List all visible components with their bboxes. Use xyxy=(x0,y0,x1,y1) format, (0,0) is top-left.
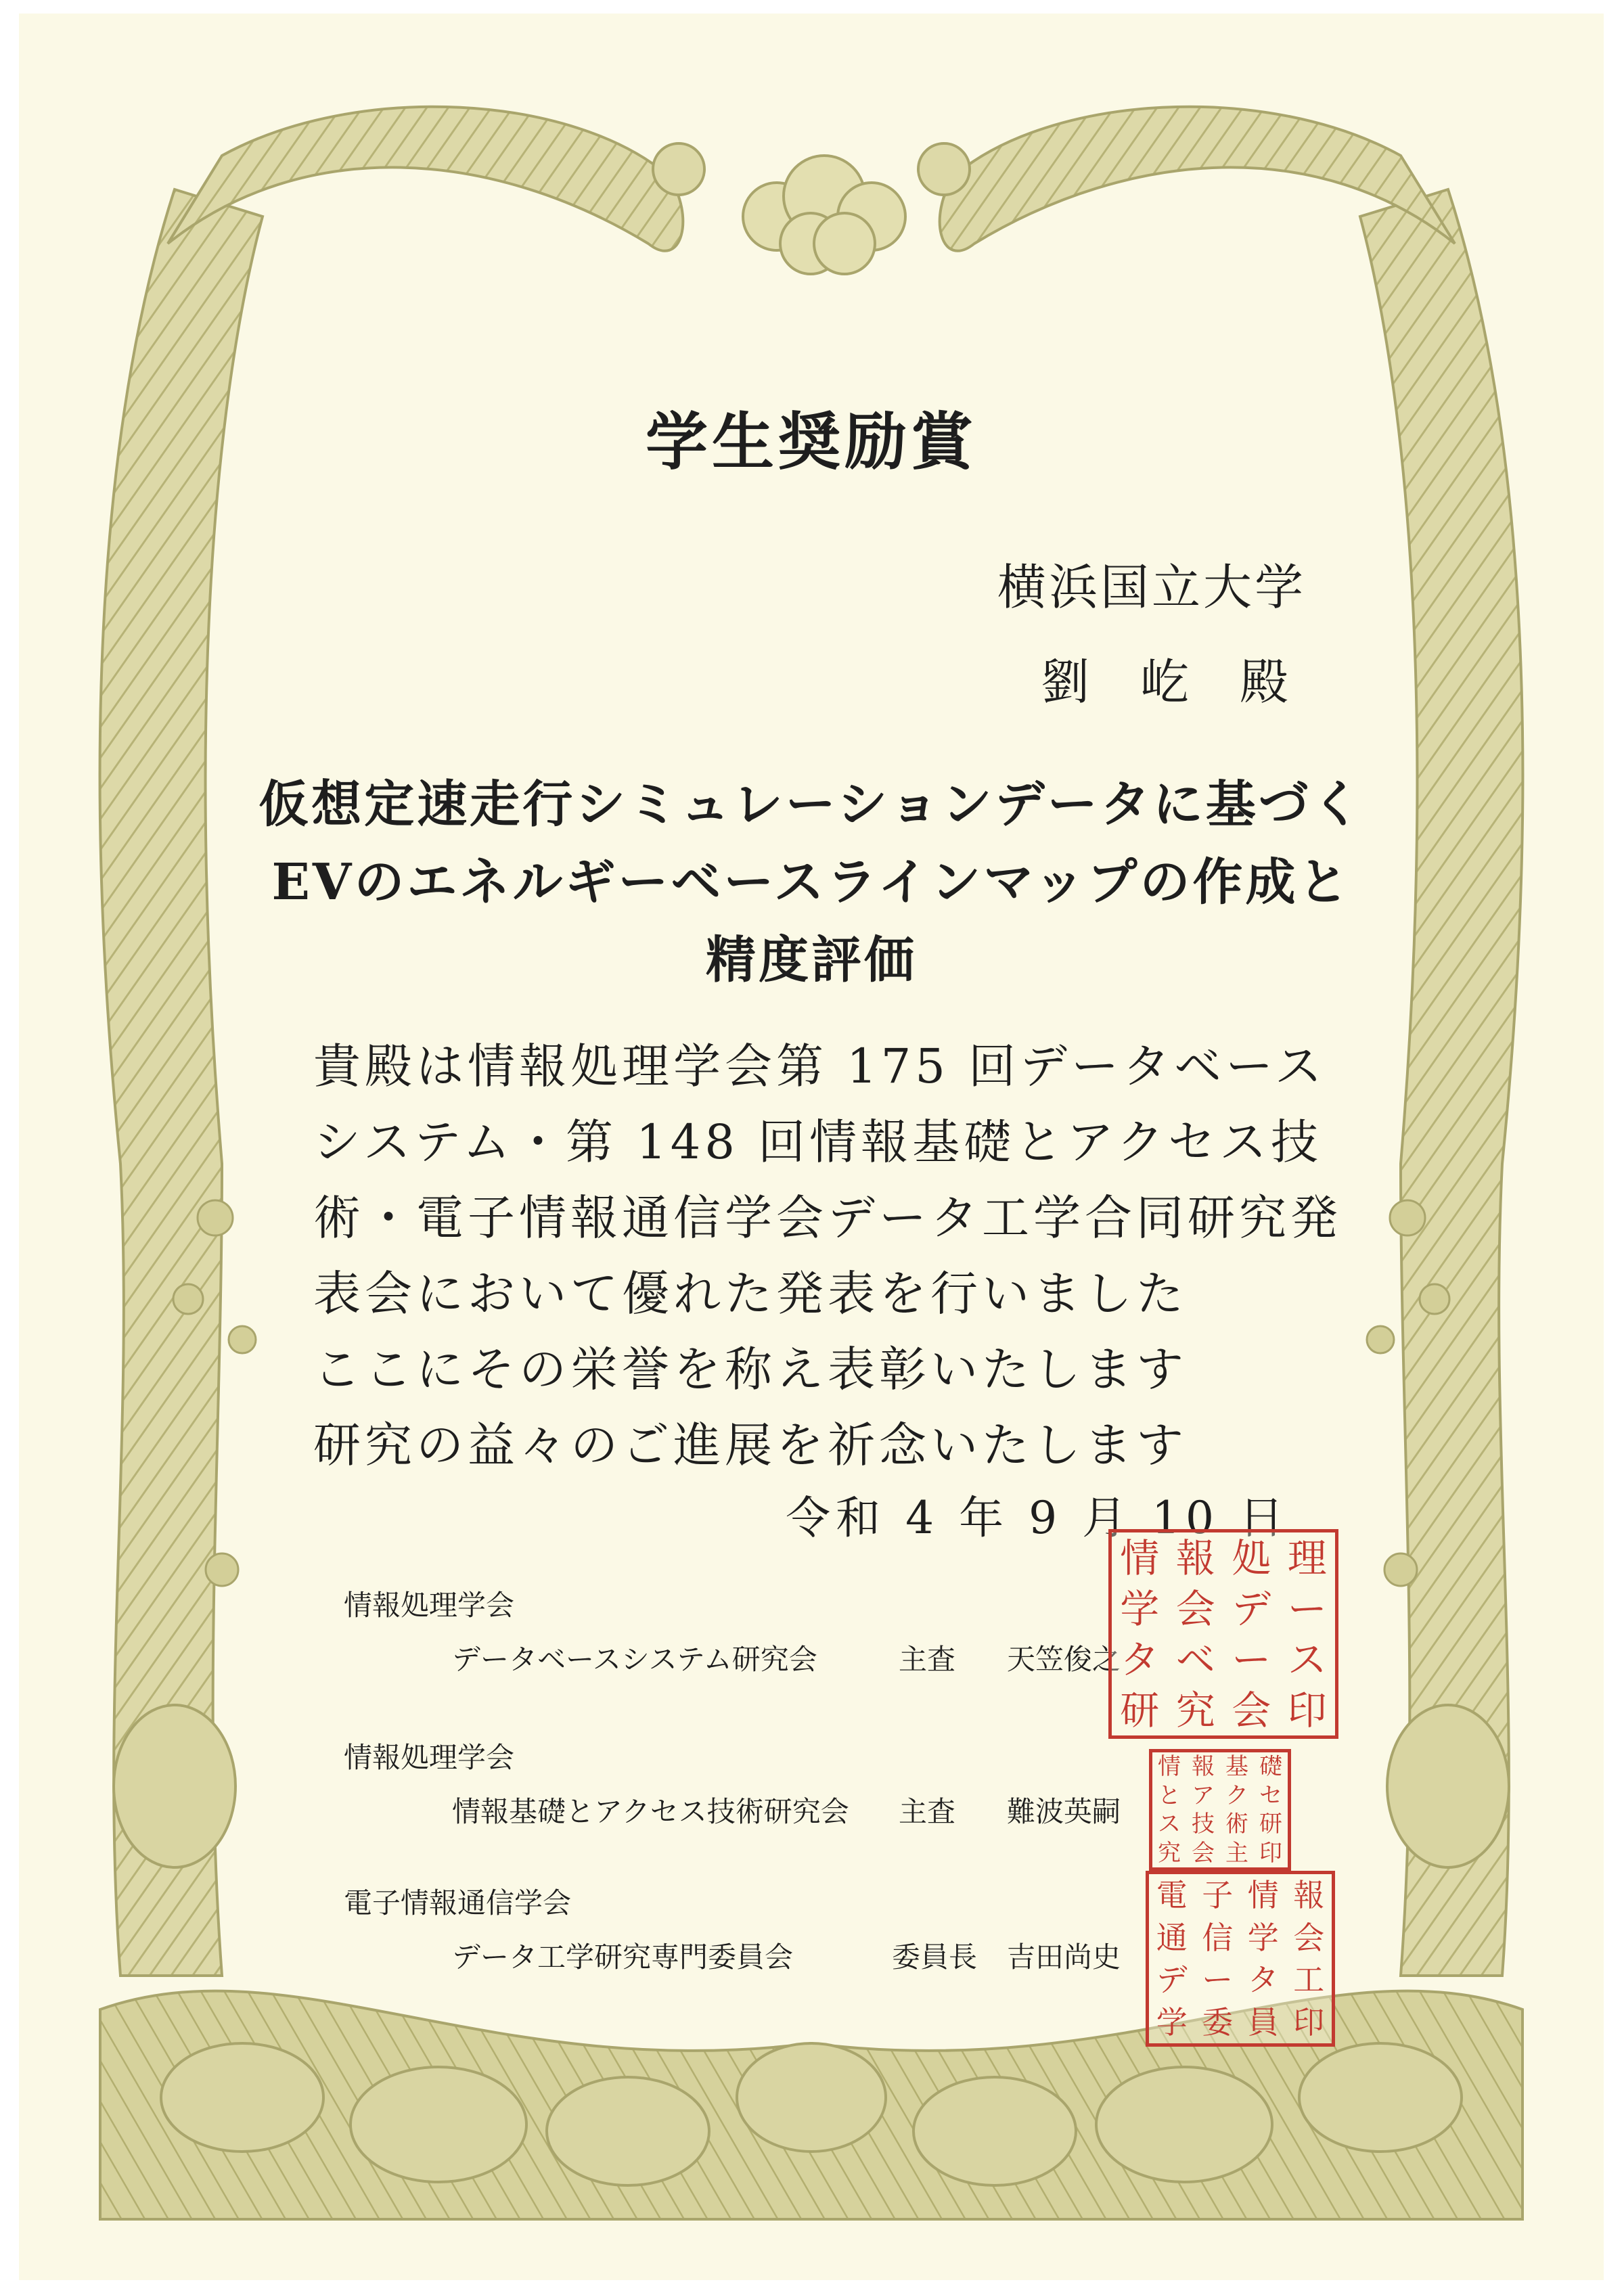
signatory-role: 主査 xyxy=(899,1643,956,1676)
signatory-org: 情報処理学会 xyxy=(344,1741,515,1774)
top-cloud xyxy=(743,156,905,274)
right-phoenix-head xyxy=(918,143,970,195)
signatory-committee: 情報基礎とアクセス技術研究会 xyxy=(452,1795,849,1828)
body-text-line: 貴殿は情報処理学会第 175 回データベース xyxy=(313,1039,1326,1094)
paper-title-line: 精度評価 xyxy=(706,931,917,989)
signatory-person: 難波英嗣 xyxy=(1007,1795,1121,1828)
body-text-line: ここにその栄誉を称え表彰いたします xyxy=(313,1342,1188,1397)
paper-title-line: EVのエネルギーベースラインマップの作成と xyxy=(271,853,1351,911)
signatory-org: 電子情報通信学会 xyxy=(344,1886,572,1919)
seal-access-technology-committee: 情 報 基 礎 と ア ク セ ス 技 術 研 究 会 主 印 xyxy=(1149,1749,1291,1871)
certificate-paper xyxy=(19,14,1604,2280)
signatory-role: 委員長 xyxy=(892,1940,978,1974)
left-phoenix-head xyxy=(653,143,704,195)
signatory-committee: データ工学研究専門委員会 xyxy=(452,1940,794,1974)
body-text-line: 表会において優れた発表を行いました xyxy=(313,1266,1188,1321)
signatory-role: 主査 xyxy=(899,1795,956,1828)
seal-database-committee: 情 報 処 理 学 会 デ ー タ ベ ー ス 研 究 会 印 xyxy=(1108,1529,1338,1739)
signatory-org: 情報処理学会 xyxy=(344,1589,515,1622)
recipient-university: 横浜国立大学 xyxy=(997,559,1306,616)
signatory-person: 吉田尚史 xyxy=(1007,1940,1121,1974)
body-text-line: システム・第 148 回情報基礎とアクセス技 xyxy=(313,1114,1323,1170)
signatory-committee: データベースシステム研究会 xyxy=(452,1643,817,1676)
recipient-name: 劉 屹 殿 xyxy=(1041,654,1306,710)
paper-title-line: 仮想定速走行シミュレーションデータに基づく xyxy=(258,775,1364,834)
body-text-line: 研究の益々のご進展を祈念いたします xyxy=(313,1417,1188,1473)
signatory-person: 天笠俊之 xyxy=(1007,1643,1121,1676)
award-date: 令和 4 年 9 月 10 日 xyxy=(786,1492,1289,1544)
seal-data-engineering-committee: 電 子 情 報 通 信 学 会 デ ー タ 工 学 委 員 印 xyxy=(1146,1871,1335,2047)
award-title: 学生奨励賞 xyxy=(645,405,977,478)
body-text-line: 術・電子情報通信学会データ工学合同研究発 xyxy=(313,1190,1342,1246)
